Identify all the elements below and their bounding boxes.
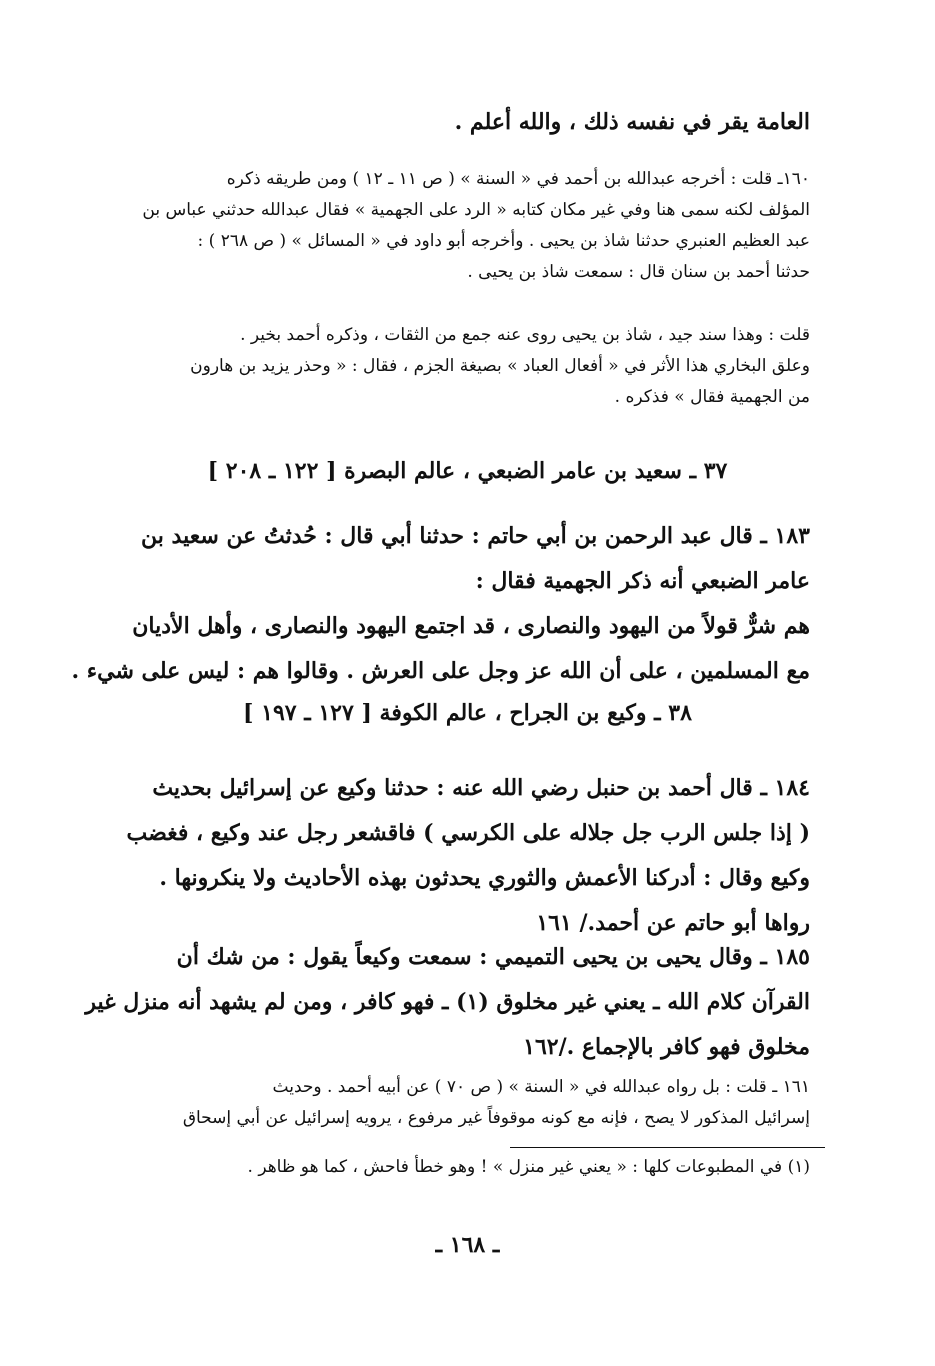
section-heading-38: ٣٨ ـ وكيع بن الجراح ، عالم الكوفة [ ١٢٧ ـ ١٩٧ ]	[243, 700, 692, 726]
paragraph-185	[85, 935, 810, 1070]
text-line: حدثنا أحمد بن سنان قال : سمعت شاذ بن يحيى .	[467, 262, 810, 282]
text-line: وكيع وقال : أدركنا الأعمش والثوري يحدثون بهذه الأحاديث ولا ينكرونها .	[159, 865, 810, 891]
text-line: ١٨٤ ـ قال أحمد بن حنبل رضي الله عنه : حدثنا وكيع عن إسرائيل بحديث	[152, 775, 810, 801]
text-line: من الجهمية فقال » فذكره .	[614, 387, 810, 407]
text-line: ١٦١ ـ قلت : بل رواه عبدالله في « السنة » ( ص ٧٠ ) عن أبيه أحمد . وحديث	[272, 1077, 810, 1097]
section-heading-37: ٣٧ ـ سعيد بن عامر الضبعي ، عالم البصرة [ ١٢٢ ـ ٢٠٨ ]	[207, 458, 728, 484]
carry-over-text	[455, 100, 810, 145]
text-line: ١٨٥ ـ وقال يحيى بن يحيى التميمي : سمعت وكيعاً يقول : من شك أن	[176, 944, 810, 970]
footnote-divider	[510, 1147, 825, 1148]
text-line: المؤلف لكنه سمى هنا وفي غير مكان كتابه « الرد على الجهمية » فقال عبدالله حدثني عباس بن	[142, 200, 810, 220]
text-line: العامة يقر في نفسه ذلك ، والله أعلم .	[454, 109, 810, 135]
text-line: هم شرٌّ قولاً من اليهود والنصارى ، قد اجتمع اليهود والنصارى ، وأهل الأديان	[132, 613, 810, 639]
paragraph-184	[127, 766, 810, 946]
text-line: عبد العظيم العنبري حدثنا شاذ بن يحيى . وأخرجه أبو داود في « المسائل » ( ص ٢٦٨ ) :	[197, 231, 810, 251]
commentary-160	[142, 164, 810, 288]
text-line: ( إذا جلس الرب جل جلاله على الكرسي ) فاقشعر رجل عند وكيع ، فغضب	[126, 820, 810, 846]
text-line: القرآن كلام الله ـ يعني غير مخلوق (١) ـ فهو كافر ، ومن لم يشهد أنه منزل غير	[85, 989, 810, 1015]
text-line: إسرائيل المذكور لا يصح ، فإنه مع كونه موقوفاً غير مرفوع ، يرويه إسرائيل عن أبي إسحاق	[182, 1108, 810, 1128]
text-line: عامر الضبعي أنه ذكر الجهمية فقال :	[475, 568, 810, 594]
text-line: ١٨٣ ـ قال عبد الرحمن بن أبي حاتم : حدثنا أبي قال : حُدثتُ عن سعيد بن	[141, 523, 810, 549]
page-number: ـ ١٦٨ ـ	[435, 1232, 500, 1258]
text-line: مع المسلمين ، على أن الله عز وجل على العرش . وقالوا هم : ليس على شيء .	[71, 658, 810, 684]
text-line: رواها أبو حاتم عن أحمد./ ١٦١	[536, 910, 810, 936]
commentary-161	[183, 1072, 810, 1134]
text-line: وعلق البخاري هذا الأثر في « أفعال العباد » بصيغة الجزم ، فقال : « وحذر يزيد بن هارون	[190, 356, 810, 376]
text-line: مخلوق فهو كافر بالإجماع ./١٦٢	[523, 1034, 810, 1060]
text-line: قلت : وهذا سند جيد ، شاذ بن يحيى روى عنه جمع من الثقات ، وذكره أحمد بخير .	[240, 325, 810, 345]
commentary-160-continued	[190, 320, 810, 413]
text-line: ١٦٠ـ قلت : أخرجه عبدالله بن أحمد في « السنة » ( ص ١١ ـ ١٢ ) ومن طريقه ذكره	[226, 169, 810, 189]
text-line: (١) في المطبوعات كلها : « يعني غير منزل » ! وهو خطأ فاحش ، كما هو ظاهر .	[247, 1157, 810, 1177]
paragraph-183	[71, 514, 810, 694]
footnote	[248, 1152, 810, 1183]
